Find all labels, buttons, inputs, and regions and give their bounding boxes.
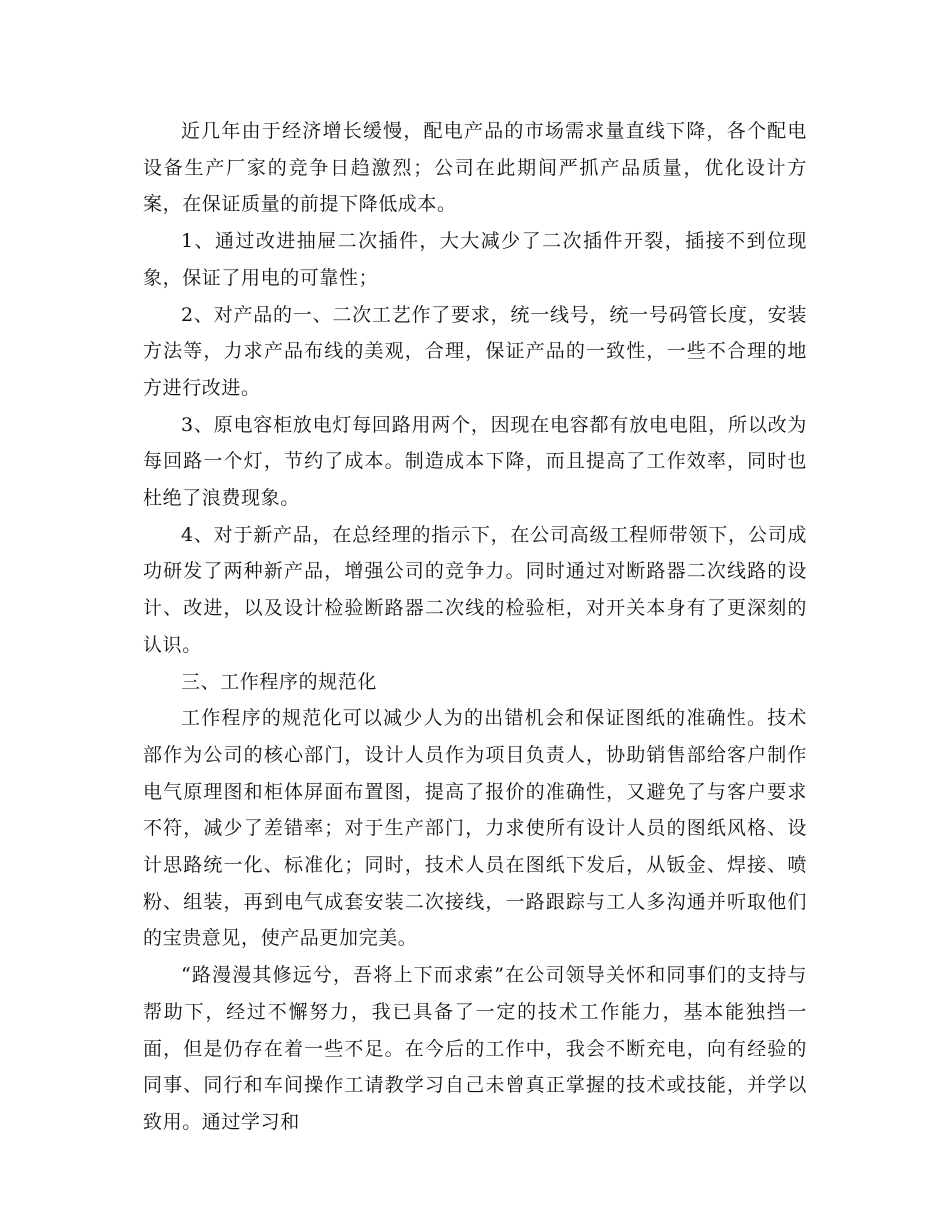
document-body <box>143 113 807 1141</box>
paragraph-intro: 近几年由于经济增长缓慢，配电产品的市场需求量直线下降，各个配电设备生产厂家的竞争日趋激烈；公司在此期间严抓产品质量，优化设计方案，在保证质量的前提下降低成本。 <box>143 120 807 216</box>
section-heading: 三、工作程序的规范化 <box>181 670 378 693</box>
paragraph-item-2: 2、对产品的一、二次工艺作了要求，统一线号，统一号码管长度，安装方法等，力求产品布线的美观，合理，保证产品的一致性，一些不合理的地方进行改进。 <box>143 303 807 399</box>
paragraph-procedure: 工作程序的规范化可以减少人为的出错机会和保证图纸的准确性。技术部作为公司的核心部门，设计人员作为项目负责人，协助销售部给客户制作电气原理图和柜体屏面布置图，提高了报价的准确性，又避免了与客户要求不符，减少了差错率；对于生产部门，力求使所有设计人员的图纸风格、设计思路统一化、标准化；同时，技术人员在图纸下发后，从钣金、焊接、喷粉、组装，再到电气成套安装二次接线，一路跟踪与工人多沟通并听取他们的宝贵意见，使产品更加完美。 <box>143 707 807 950</box>
paragraph-item-1: 1、通过改进抽屉二次插件，大大减少了二次插件开裂，插接不到位现象，保证了用电的可靠性； <box>143 230 807 289</box>
paragraph-item-4: 4、对于新产品，在总经理的指示下，在公司高级工程师带领下，公司成功研发了两种新产品，增强公司的竞争力。同时通过对断路器二次线路的设计、改进，以及设计检验断路器二次线的检验柜，对开关本身有了更深刻的认识。 <box>143 523 807 656</box>
paragraph-closing: “路漫漫其修远兮，吾将上下而求索”在公司领导关怀和同事们的支持与帮助下，经过不懈努力，我已具备了一定的技术工作能力，基本能独挡一面，但是仍存在着一些不足。在今后的工作中，我会不断充电，向有经验的同事、同行和车间操作工请教学习自己未曾真正掌握的技术或技能，并学以致用。通过学习和 <box>143 964 807 1133</box>
paragraph-item-3: 3、原电容柜放电灯每回路用两个，因现在电容都有放电电阻，所以改为每回路一个灯，节约了成本。制造成本下降，而且提高了工作效率，同时也杜绝了浪费现象。 <box>143 413 807 510</box>
